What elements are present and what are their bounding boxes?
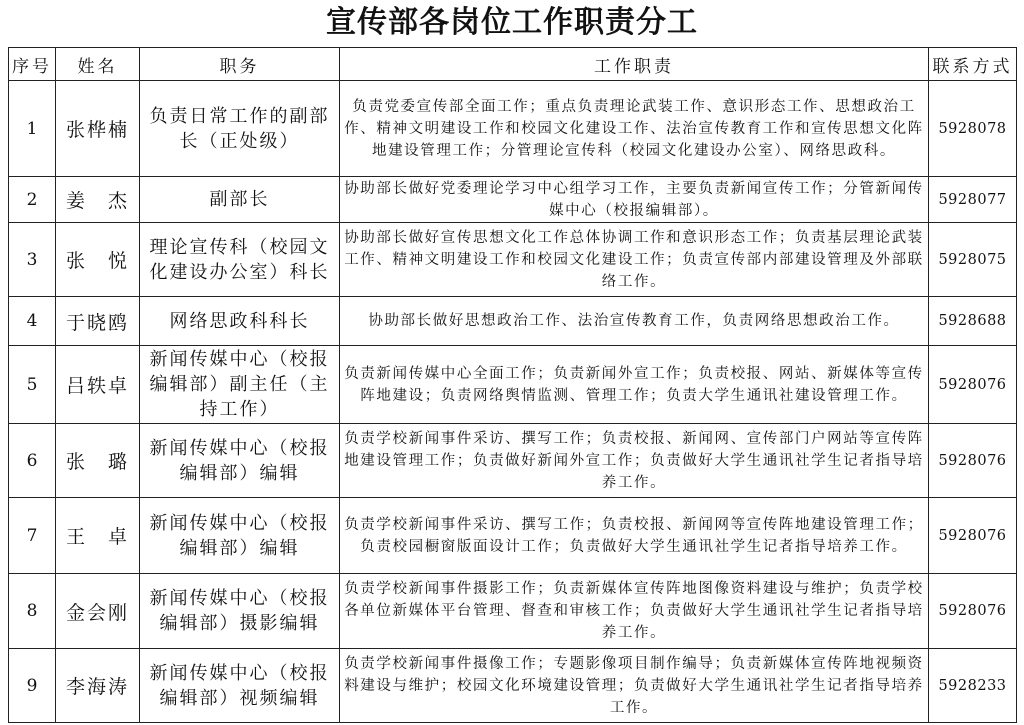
cell-seq: 7 — [9, 498, 56, 574]
cell-seq: 4 — [9, 297, 56, 346]
cell-name: 于晓鸥 — [56, 297, 140, 346]
table-row — [9, 81, 1017, 177]
table-row — [9, 424, 1017, 498]
cell-phone: 5928076 — [929, 346, 1017, 424]
cell-duties: 负责学校新闻事件采访、撰写工作；负责校报、新闻网等宣传阵地建设管理工作；负责校园橱窗版面设计工作；负责做好大学生通讯社学生记者指导培养工作。 — [340, 498, 929, 574]
cell-post: 副部长 — [140, 177, 340, 223]
table-row — [9, 346, 1017, 424]
cell-seq: 6 — [9, 424, 56, 498]
cell-post: 新闻传媒中心（校报编辑部）编辑 — [140, 424, 340, 498]
document-title: 宣传部各岗位工作职责分工 — [326, 5, 698, 40]
header-post: 职务 — [140, 48, 340, 81]
cell-post: 理论宣传科（校园文化建设办公室）科长 — [140, 223, 340, 297]
cell-seq: 8 — [9, 574, 56, 649]
cell-seq: 3 — [9, 223, 56, 297]
cell-post: 新闻传媒中心（校报编辑部）摄影编辑 — [140, 574, 340, 649]
cell-name: 吕轶卓 — [56, 346, 140, 424]
cell-phone: 5928233 — [929, 649, 1017, 723]
table-row — [9, 297, 1017, 346]
header-name: 姓名 — [56, 48, 140, 81]
table-row — [9, 177, 1017, 223]
cell-seq: 5 — [9, 346, 56, 424]
table-row — [9, 498, 1017, 574]
cell-duties: 协助部长做好党委理论学习中心组学习工作，主要负责新闻宣传工作；分管新闻传媒中心（校报编辑部）。 — [340, 177, 929, 223]
cell-name: 张 悦 — [56, 223, 140, 297]
cell-phone: 5928077 — [929, 177, 1017, 223]
cell-phone: 5928688 — [929, 297, 1017, 346]
cell-name: 姜 杰 — [56, 177, 140, 223]
cell-duties: 负责党委宣传部全面工作；重点负责理论武装工作、意识形态工作、思想政治工作、精神文明建设工作和校园文化建设工作、法治宣传教育工作和宣传思想文化阵地建设管理工作；分管理论宣传科（校园文化建设办公室）、网络思政科。 — [340, 81, 929, 177]
cell-duties: 协助部长做好思想政治工作、法治宣传教育工作，负责网络思想政治工作。 — [340, 297, 929, 346]
cell-duties: 负责学校新闻事件采访、撰写工作；负责校报、新闻网、宣传部门户网站等宣传阵地建设管理工作；负责做好新闻外宣工作；负责做好大学生通讯社学生记者指导培养工作。 — [340, 424, 929, 498]
cell-name: 张桦楠 — [56, 81, 140, 177]
cell-seq: 2 — [9, 177, 56, 223]
cell-name: 王 卓 — [56, 498, 140, 574]
cell-name: 李海涛 — [56, 649, 140, 723]
header-seq: 序号 — [9, 48, 56, 81]
cell-phone: 5928078 — [929, 81, 1017, 177]
cell-phone: 5928076 — [929, 424, 1017, 498]
duty-table — [8, 47, 1017, 723]
table-row — [9, 223, 1017, 297]
table-row — [9, 574, 1017, 649]
cell-duties: 负责新闻传媒中心全面工作；负责新闻外宣工作；负责校报、网站、新媒体等宣传阵地建设；负责网络舆情监测、管理工作；负责大学生通讯社建设管理工作。 — [340, 346, 929, 424]
cell-name: 金会刚 — [56, 574, 140, 649]
cell-duties: 负责学校新闻事件摄影工作；负责新媒体宣传阵地图像资料建设与维护；负责学校各单位新媒体平台管理、督查和审核工作；负责做好大学生通讯社学生记者指导培养工作。 — [340, 574, 929, 649]
cell-seq: 1 — [9, 81, 56, 177]
cell-duties: 负责学校新闻事件摄像工作；专题影像项目制作编导；负责新媒体宣传阵地视频资料建设与维护；校园文化环境建设管理；负责做好大学生通讯社学生记者指导培养工作。 — [340, 649, 929, 723]
header-contact: 联系方式 — [929, 48, 1017, 81]
cell-post: 负责日常工作的副部长（正处级） — [140, 81, 340, 177]
table-row — [9, 649, 1017, 723]
cell-post: 新闻传媒中心（校报编辑部）副主任（主持工作） — [140, 346, 340, 424]
cell-post: 新闻传媒中心（校报编辑部）视频编辑 — [140, 649, 340, 723]
cell-post: 网络思政科科长 — [140, 297, 340, 346]
cell-duties: 协助部长做好宣传思想文化工作总体协调工作和意识形态工作；负责基层理论武装工作、精神文明建设工作和校园文化建设工作；负责宣传部内部建设管理及外部联络工作。 — [340, 223, 929, 297]
header-duties: 工作职责 — [340, 48, 929, 81]
cell-seq: 9 — [9, 649, 56, 723]
cell-post: 新闻传媒中心（校报编辑部）编辑 — [140, 498, 340, 574]
cell-phone: 5928075 — [929, 223, 1017, 297]
cell-phone: 5928076 — [929, 574, 1017, 649]
header-row — [9, 48, 1017, 81]
cell-phone: 5928076 — [929, 498, 1017, 574]
cell-name: 张 璐 — [56, 424, 140, 498]
